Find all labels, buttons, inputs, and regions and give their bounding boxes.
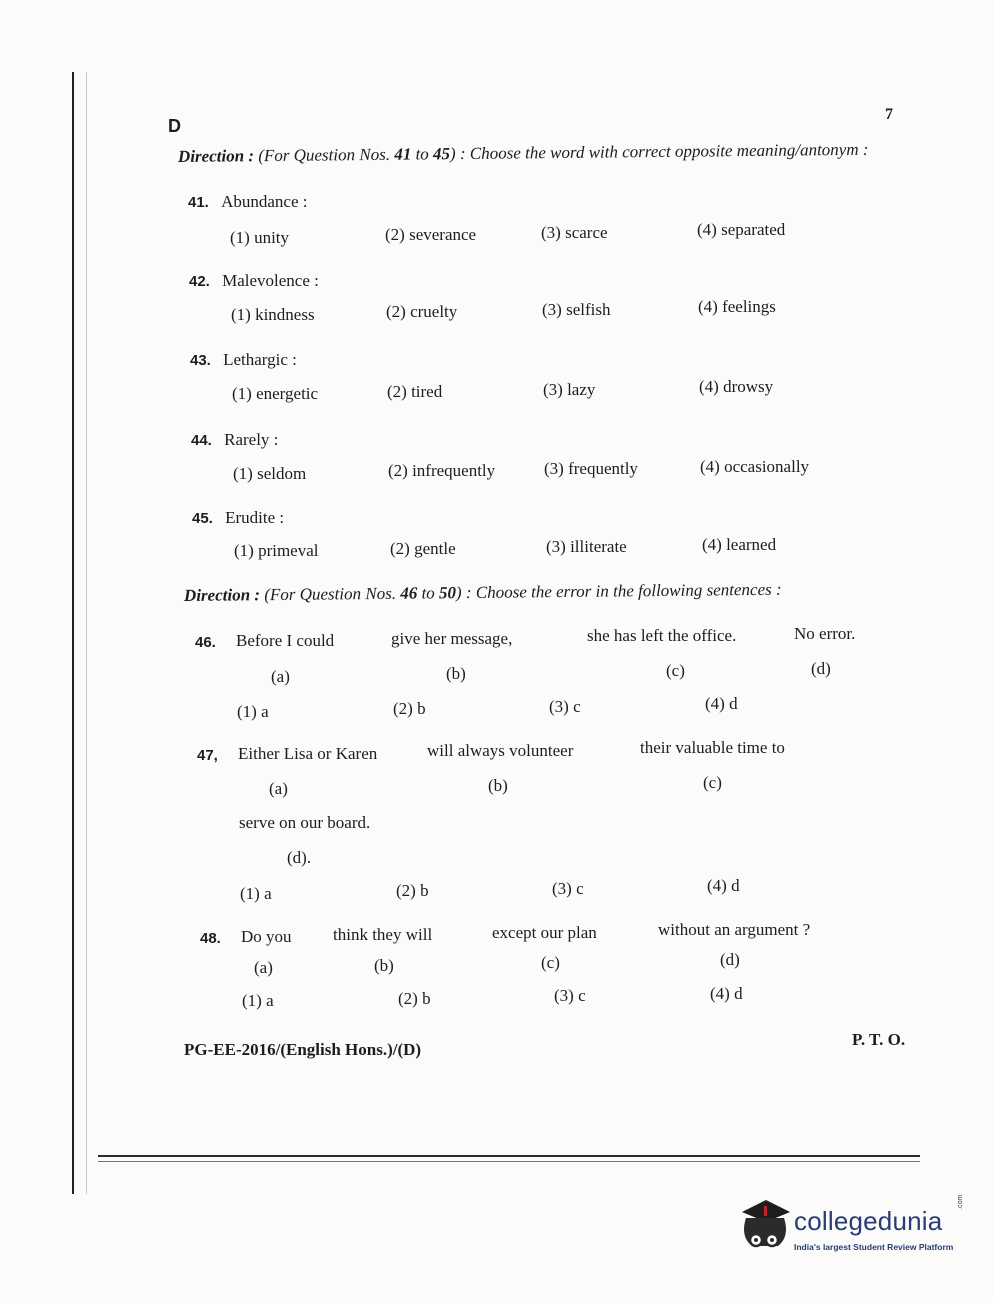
- question-word: Malevolence :: [222, 271, 319, 290]
- part-label-c: (c): [666, 661, 685, 680]
- option-48-4[interactable]: (4) d: [710, 984, 743, 1003]
- direction-errors: [184, 580, 782, 606]
- question-47: [197, 745, 218, 765]
- part-label-b: (b): [446, 664, 466, 683]
- option-41-1[interactable]: (1) unity: [230, 228, 290, 247]
- sentence-part-a: Do you: [241, 927, 292, 946]
- question-number: 47,: [197, 747, 218, 764]
- question-number: 42.: [189, 273, 210, 290]
- option-46-1[interactable]: (1) a: [237, 702, 269, 721]
- part-label-d: (d): [811, 659, 831, 678]
- set-letter: D: [168, 116, 181, 136]
- direction-antonyms: [178, 140, 869, 167]
- option-46-2[interactable]: (2) b: [393, 699, 426, 718]
- direction-label: Direction :: [183, 585, 261, 605]
- question-41: [188, 192, 308, 212]
- option-44-4[interactable]: (4) occasionally: [700, 457, 810, 476]
- question-number: 48.: [200, 930, 221, 947]
- question-number: 44.: [191, 432, 212, 449]
- option-44-2[interactable]: (2) infrequently: [388, 461, 496, 480]
- part-label-d: (d).: [287, 848, 312, 867]
- option-47-4[interactable]: (4) d: [707, 876, 740, 895]
- question-43: [190, 350, 297, 370]
- option-44-3[interactable]: (3) frequently: [544, 459, 638, 478]
- question-number: 46.: [195, 634, 216, 651]
- option-44-1[interactable]: (1) seldom: [233, 464, 307, 483]
- option-43-3[interactable]: (3) lazy: [543, 380, 596, 399]
- part-label-c: (c): [703, 773, 722, 792]
- please-turn-over: P. T. O.: [852, 1030, 906, 1049]
- sentence-part-c: their valuable time to: [640, 738, 785, 757]
- question-48: [200, 928, 221, 948]
- sentence-part-d: without an argument ?: [658, 920, 811, 939]
- option-43-4[interactable]: (4) drowsy: [699, 377, 774, 396]
- option-46-3[interactable]: (3) c: [549, 697, 581, 716]
- part-label-a: (a): [269, 779, 288, 798]
- sentence-part-c: except our plan: [492, 923, 597, 942]
- part-label-c: (c): [541, 953, 560, 972]
- option-45-4[interactable]: (4) learned: [702, 535, 777, 554]
- option-43-2[interactable]: (2) tired: [387, 382, 443, 401]
- question-number: 45.: [192, 510, 213, 527]
- question-word: Abundance :: [221, 192, 308, 211]
- sentence-part-d: serve on our board.: [239, 813, 371, 832]
- question-word: Rarely :: [224, 430, 279, 449]
- question-42: [189, 271, 319, 291]
- question-number: 43.: [190, 352, 211, 369]
- bottom-rule: [98, 1155, 920, 1157]
- brand-name: collegedunia: [794, 1206, 943, 1236]
- option-48-2[interactable]: (2) b: [398, 989, 431, 1008]
- option-46-4[interactable]: (4) d: [705, 694, 738, 713]
- option-45-1[interactable]: (1) primeval: [234, 541, 319, 560]
- brand-suffix: .com: [957, 1194, 964, 1210]
- bottom-rule-secondary: [98, 1161, 920, 1162]
- question-number: 41.: [188, 194, 209, 211]
- question-45: [192, 508, 284, 528]
- option-43-1[interactable]: (1) energetic: [232, 384, 319, 403]
- left-margin-line: [72, 72, 74, 1194]
- graduate-mascot-icon: [736, 1196, 794, 1258]
- collegedunia-watermark: [736, 1196, 966, 1266]
- part-label-b: (b): [374, 956, 394, 975]
- sentence-part-d: No error.: [794, 624, 856, 643]
- direction-text: (For Question Nos. 41 to 45) : Choose the word with correct opposite meaning/antonym :: [258, 139, 869, 166]
- question-46: [195, 632, 216, 652]
- sentence-part-b: think they will: [333, 925, 433, 944]
- page-number: 7: [885, 106, 893, 123]
- part-label-a: (a): [254, 958, 273, 977]
- option-41-3[interactable]: (3) scarce: [541, 223, 608, 242]
- part-label-a: (a): [271, 667, 290, 686]
- sentence-part-b: give her message,: [391, 629, 513, 648]
- option-45-2[interactable]: (2) gentle: [390, 539, 456, 558]
- option-48-3[interactable]: (3) c: [554, 986, 586, 1005]
- option-42-2[interactable]: (2) cruelty: [386, 302, 458, 321]
- option-45-3[interactable]: (3) illiterate: [546, 537, 627, 556]
- part-label-d: (d): [720, 950, 740, 969]
- option-42-1[interactable]: (1) kindness: [231, 305, 315, 324]
- direction-text: (For Question Nos. 46 to 50) : Choose the error in the following sentences :: [264, 579, 782, 605]
- option-41-4[interactable]: (4) separated: [697, 220, 786, 239]
- option-41-2[interactable]: (2) severance: [385, 225, 477, 244]
- paper-code: PG-EE-2016/(English Hons.)/(D): [184, 1040, 422, 1059]
- question-word: Lethargic :: [223, 350, 297, 369]
- question-44: [191, 430, 278, 450]
- sentence-part-a: Before I could: [236, 631, 335, 650]
- option-47-2[interactable]: (2) b: [396, 881, 429, 900]
- option-42-3[interactable]: (3) selfish: [542, 300, 611, 319]
- option-47-3[interactable]: (3) c: [552, 879, 584, 898]
- sentence-part-c: she has left the office.: [587, 626, 737, 645]
- left-margin-line-secondary: [86, 72, 87, 1194]
- option-42-4[interactable]: (4) feelings: [698, 297, 776, 316]
- option-47-1[interactable]: (1) a: [240, 884, 272, 903]
- sentence-part-a: Either Lisa or Karen: [238, 744, 378, 763]
- brand-tagline: India's largest Student Review Platform: [794, 1242, 954, 1252]
- sentence-part-b: will always volunteer: [427, 741, 574, 760]
- question-word: Erudite :: [225, 508, 285, 527]
- direction-label: Direction :: [177, 146, 255, 166]
- part-label-b: (b): [488, 776, 508, 795]
- option-48-1[interactable]: (1) a: [242, 991, 274, 1010]
